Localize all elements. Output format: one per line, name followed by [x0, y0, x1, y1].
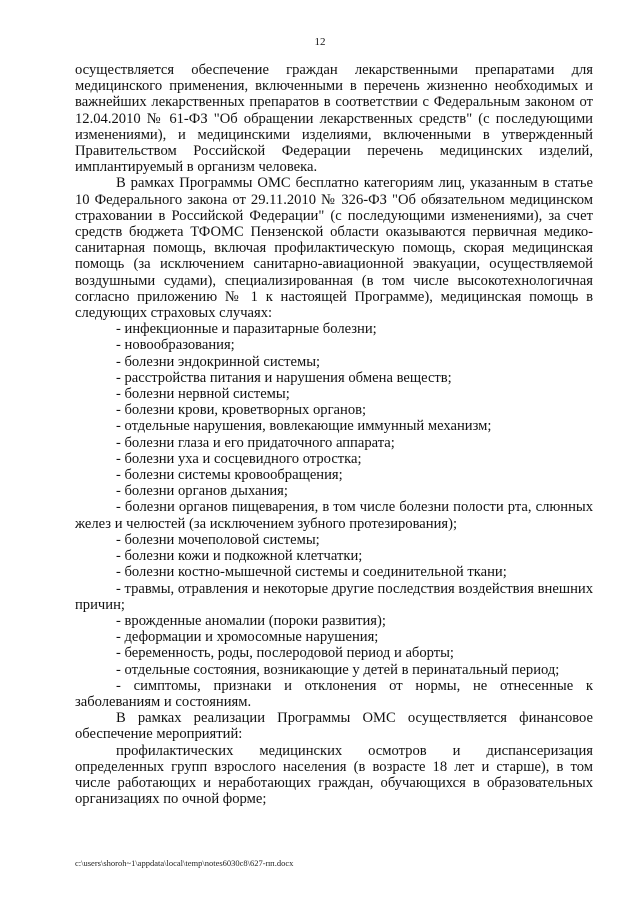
list-item: - болезни системы кровообращения; [116, 467, 343, 484]
paragraph-continuation: осуществляется обеспечение граждан лекарственными препаратами для медицинского применения, включенными в перечень жизненно необходимых и важнейших лекарственных препаратов в соответствии с Федеральным законом от 12.04.2010 № 61-ФЗ "Об обращении лекарственных средств" (с последующими изменениями), и медицинскими изделиями, включенными в утвержденный Правительством Российской Федерации перечень медицинских изделий, имплантируемый в организм человека. [75, 62, 593, 176]
list-item: - новообразования; [116, 337, 235, 354]
list-item: - болезни кожи и подкожной клетчатки; [116, 548, 363, 565]
list-item: - болезни глаза и его придаточного аппарата; [116, 434, 395, 451]
page-number: 12 [314, 36, 326, 48]
list-item: - травмы, отравления и некоторые другие последствия воздействия внешних причин; [75, 580, 593, 613]
paragraph: В рамках Программы ОМС бесплатно категориям лиц, указанным в статье 10 Федерального закона от 29.11.2010 № 326-ФЗ "Об обязательном медицинском страховании в Российской Федерации" (с последующими изменениями), за счет средств бюджета ТФОМС Пензенской области оказываются первичная медико-санитарная помощь, включая профилактическую помощь, скорая медицинская помощь (за исключением санитарно-авиационной эвакуации, осуществляемой воздушными судами), специализированная (в том числе высокотехнологичная согласно приложению № 1 к настоящей Программе), медицинская помощь в следующих страховых случаях: [75, 175, 593, 322]
paragraph: профилактических медицинских осмотров и диспансеризация определенных групп взрослого населения (в возрасте 18 лет и старше), в том числе работающих и неработающих граждан, обучающихся в образовательных организациях по очной форме; [75, 742, 593, 808]
list-item: - болезни эндокринной системы; [116, 353, 321, 370]
list-item: - болезни уха и сосцевидного отростка; [116, 450, 362, 467]
list-item: - деформации и хромосомные нарушения; [116, 629, 379, 646]
list-item: - болезни костно-мышечной системы и соединительной ткани; [116, 564, 507, 581]
list-item: - болезни органов пищеварения, в том числе болезни полости рта, слюнных желез и челюстей (за исключением зубного протезирования); [75, 499, 593, 532]
list-item: - отдельные нарушения, вовлекающие иммунный механизм; [116, 418, 492, 435]
list-item: - болезни мочеполовой системы; [116, 531, 320, 548]
list-item: - отдельные состояния, возникающие у детей в перинатальный период; [116, 661, 560, 678]
file-path-footer: c:\users\shoroh~1\appdata\local\temp\notes6030c8\627-пп.docx [75, 858, 294, 868]
list-item: - беременность, роды, послеродовой период и аборты; [116, 645, 454, 662]
list-item: - болезни нервной системы; [116, 386, 290, 403]
list-item: - инфекционные и паразитарные болезни; [116, 321, 377, 338]
list-item: - расстройства питания и нарушения обмена веществ; [116, 369, 452, 386]
list-item: - болезни крови, кроветворных органов; [116, 402, 367, 419]
list-item: - симптомы, признаки и отклонения от нормы, не отнесенные к заболеваниям и состояниям. [75, 677, 593, 710]
paragraph: В рамках реализации Программы ОМС осуществляется финансовое обеспечение мероприятий: [75, 710, 593, 743]
list-item: - врожденные аномалии (пороки развития); [116, 612, 386, 629]
document-body [75, 62, 593, 807]
list-item: - болезни органов дыхания; [116, 483, 288, 500]
